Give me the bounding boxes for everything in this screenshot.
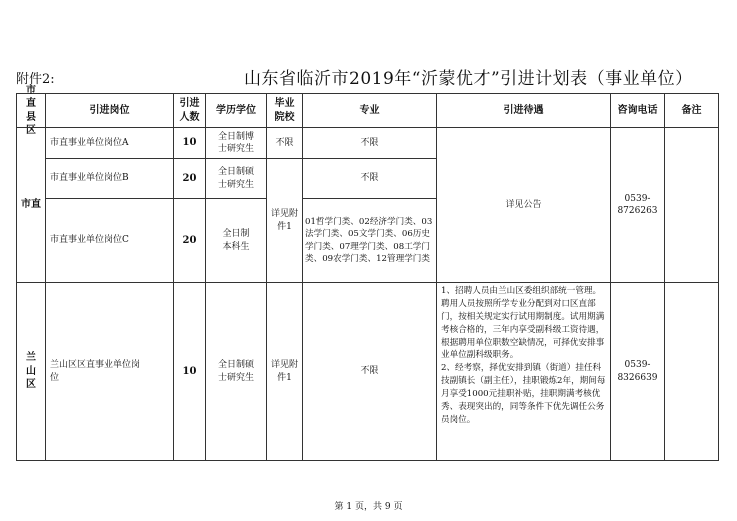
education-c: 全日制本科生 [205, 198, 267, 283]
count-b: 20 [173, 158, 206, 199]
major-b: 不限 [302, 158, 437, 199]
post-c: 市直事业单位岗位C [45, 198, 174, 283]
header-education: 学历学位 [205, 93, 267, 128]
count-c: 20 [173, 198, 206, 283]
post-b: 市直事业单位岗位B [45, 158, 174, 199]
count-lanshan: 10 [173, 282, 206, 461]
district-shizhi: 市直 [16, 127, 46, 283]
district-lanshan: 兰山区 [16, 282, 46, 461]
post-a: 市直事业单位岗位A [45, 127, 174, 159]
plan-table [16, 84, 719, 461]
major-a: 不限 [302, 127, 437, 159]
school-bc: 详见附件1 [266, 158, 303, 283]
header-district: 市直县区 [16, 93, 46, 128]
school-lanshan: 详见附件1 [266, 282, 303, 461]
education-b: 全日制硕士研究生 [205, 158, 267, 199]
education-a: 全日制博士研究生 [205, 127, 267, 159]
remarks-shizhi [664, 127, 719, 283]
header-major: 专业 [302, 93, 437, 128]
header-benefit: 引进待遇 [436, 93, 611, 128]
header-remarks: 备注 [664, 93, 719, 128]
header-school: 毕业院校 [266, 93, 303, 128]
post-lanshan: 兰山区区直事业单位岗位 [45, 282, 174, 461]
education-lanshan: 全日制硕士研究生 [205, 282, 267, 461]
count-a: 10 [173, 127, 206, 159]
page-footer: 第 1 页，共 9 页 [334, 502, 403, 512]
major-lanshan: 不限 [302, 282, 437, 461]
page-title: 山东省临沂市2019年“沂蒙优才”引进计划表（事业单位） [244, 69, 693, 89]
attachment-label: 附件2: [16, 72, 55, 87]
phone-lanshan: 0539-8326639 [610, 282, 665, 461]
header-post: 引进岗位 [45, 93, 174, 128]
major-c: 01哲学门类、02经济学门类、03法学门类、05文学门类、06历史学门类、07理学门类、08工学门类、09农学门类、12管理学门类 [302, 198, 437, 283]
benefit-lanshan: 1、招聘人员由兰山区委组织部统一管理。聘用人员按照所学专业分配到对口区直部门，按相关规定实行试用期制度。试用期满考核合格的，三年内享受副科级工资待遇，根据聘用单位职数空缺情况，可择优安排事业单位副科级职务。 2、经考察，择优安排到镇（街道）挂任科技副镇长（副主任），挂职锻炼2年，期间每月享受1000元挂职补贴，挂职期满考核优秀、表现突出的，同等条件下优先调任公务员岗位。 [436, 282, 611, 461]
remarks-lanshan [664, 282, 719, 461]
school-a: 不限 [266, 127, 303, 159]
header-phone: 咨询电话 [610, 93, 665, 128]
benefit-shizhi: 详见公告 [436, 127, 611, 283]
header-count: 引进人数 [173, 93, 206, 128]
phone-shizhi: 0539-8726263 [610, 127, 665, 283]
